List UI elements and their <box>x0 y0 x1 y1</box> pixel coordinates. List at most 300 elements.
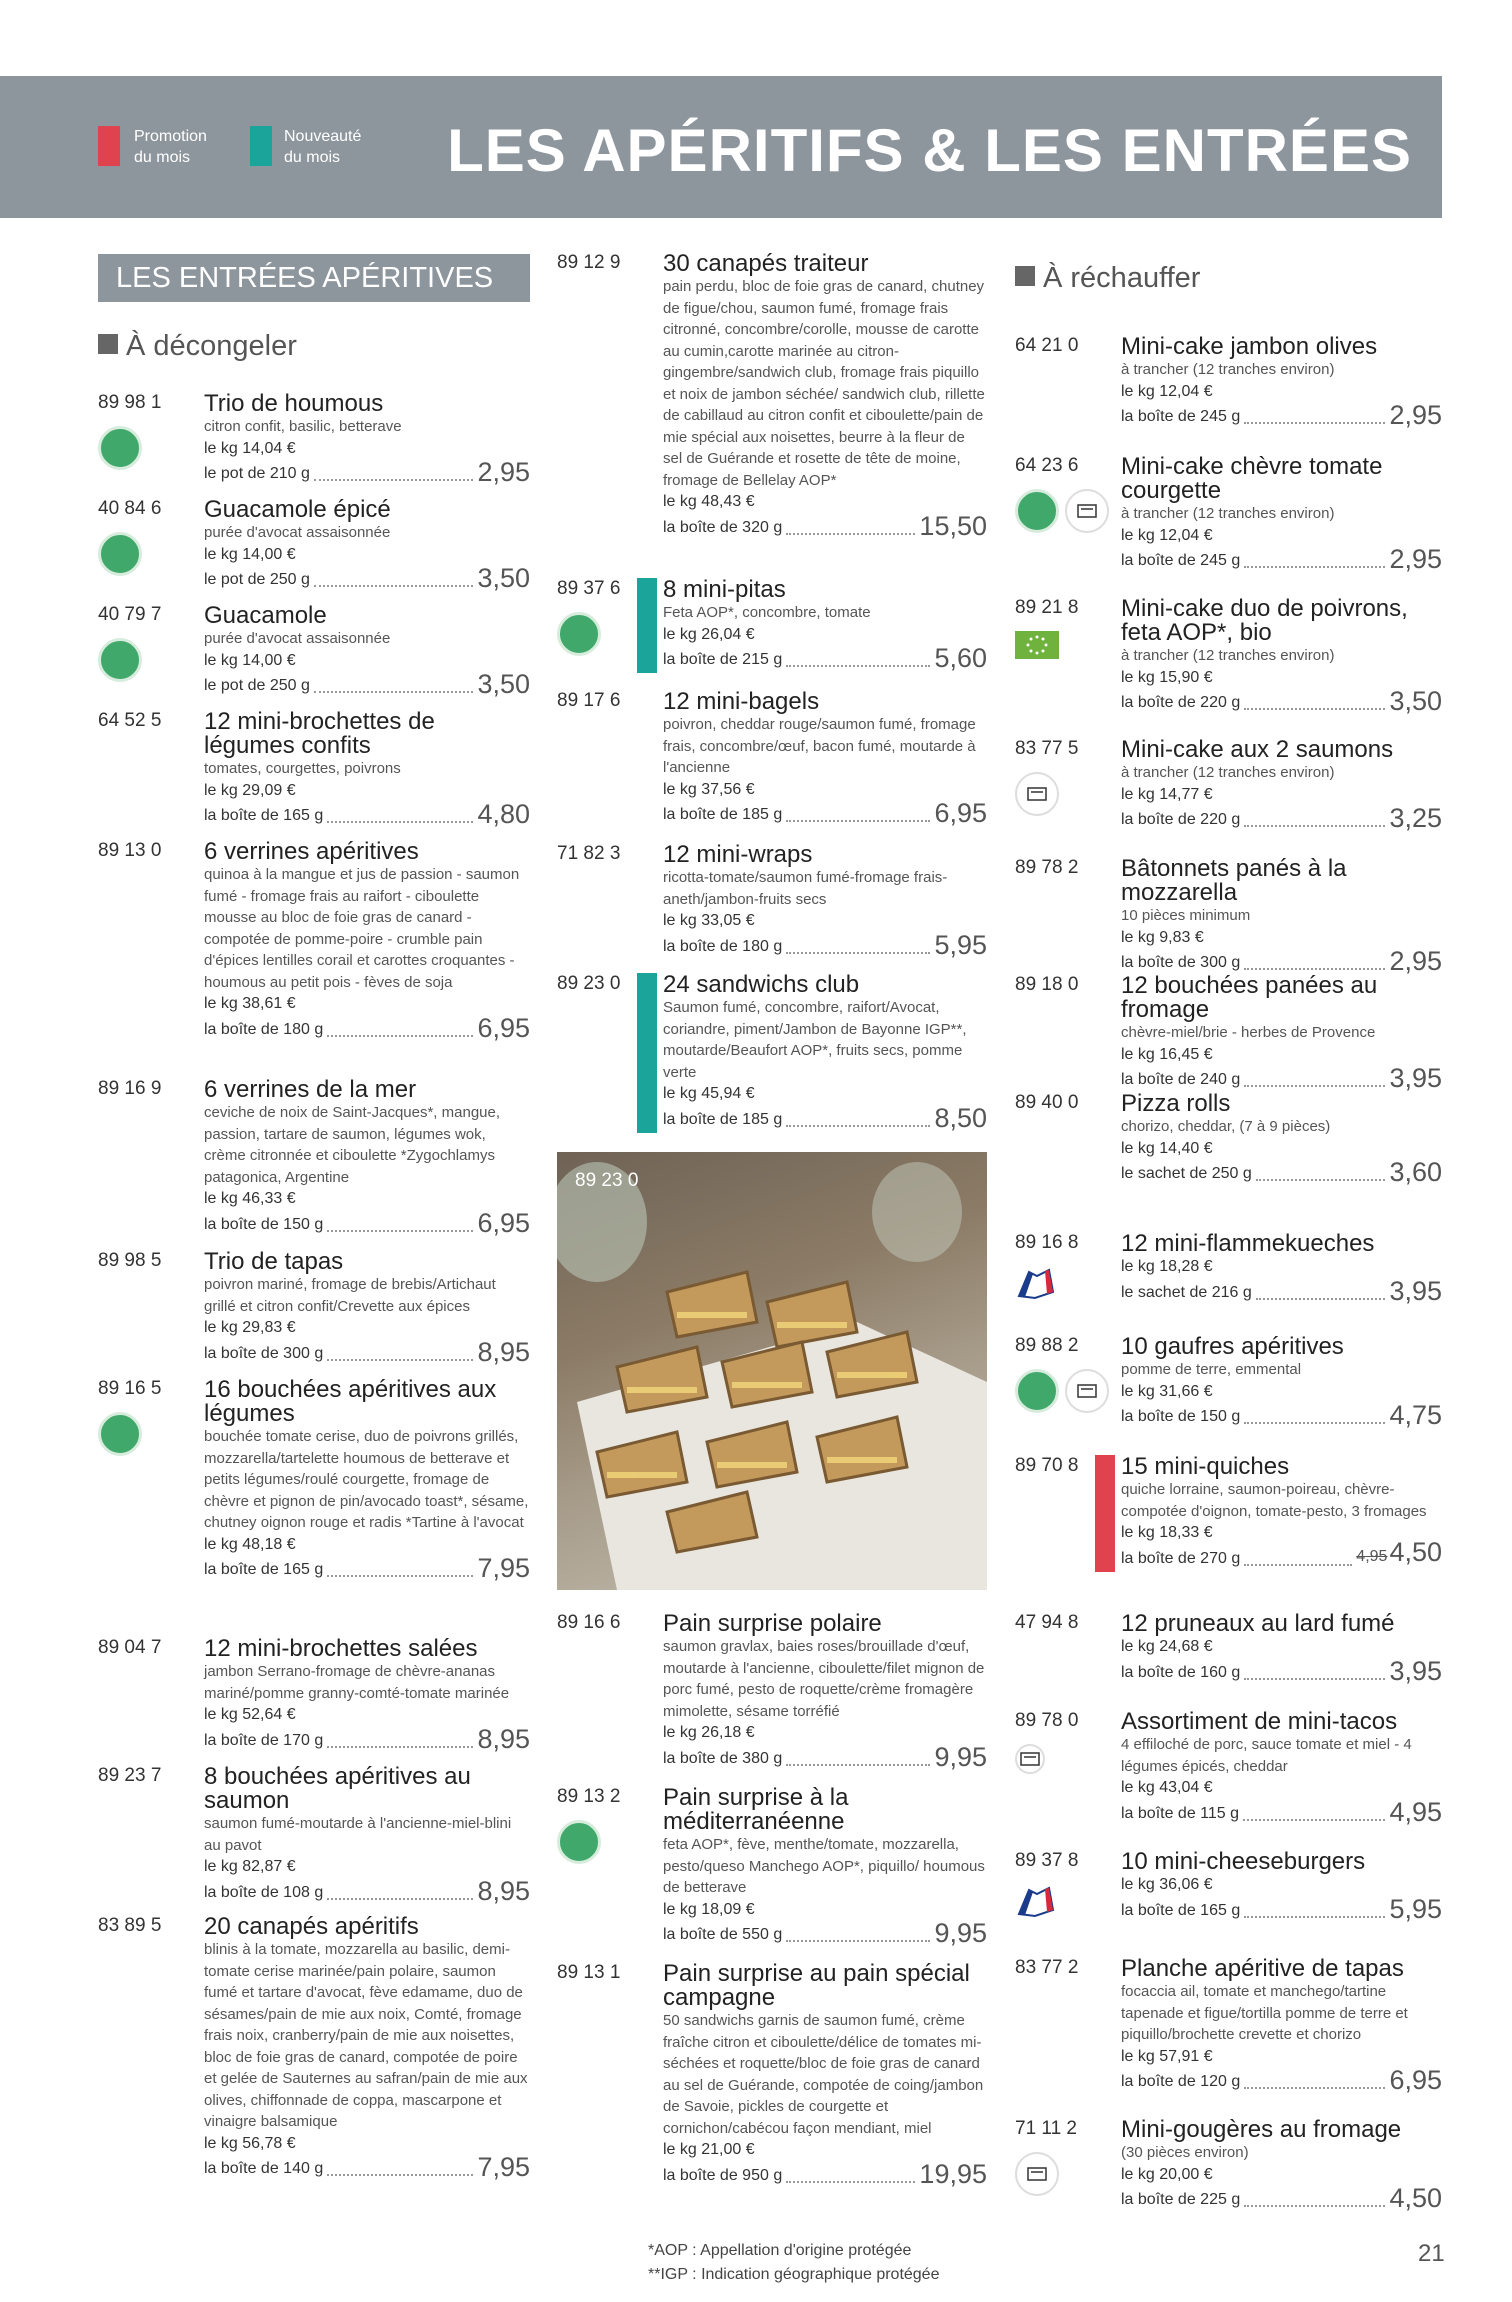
price-value: 3,60 <box>1389 1157 1442 1187</box>
product-price <box>934 1742 987 1772</box>
page-title: LES APÉRITIFS & LES ENTRÉES <box>447 117 1412 184</box>
product-description: 10 pièces minimum <box>1121 907 1251 924</box>
package-size: la boîte de 240 g <box>1121 1071 1241 1088</box>
price-value: 6,95 <box>477 1207 530 1238</box>
package-size: la boîte de 225 g <box>1121 2191 1241 2208</box>
product-name: Mini-cake chèvre tomate courgette <box>1121 453 1383 504</box>
product-description: Feta AOP*, concombre, tomate <box>663 604 871 621</box>
product-price <box>477 1553 530 1583</box>
price-line <box>663 929 987 960</box>
product-details <box>1121 1957 1442 2095</box>
price-line <box>663 2158 987 2189</box>
price-line <box>204 1723 530 1754</box>
product-name: 15 mini-quiches <box>1121 1453 1290 1480</box>
product-description: (30 pièces environ) <box>1121 2144 1249 2161</box>
package-size: la boîte de 170 g <box>204 1731 324 1749</box>
package-size: le pot de 250 g <box>204 677 310 694</box>
package-size: le sachet de 216 g <box>1121 1283 1252 1301</box>
product-name: Guacamole <box>204 602 327 629</box>
product-code: 89 21 8 <box>1015 597 1079 618</box>
product-description: à trancher (12 tranches environ) <box>1121 764 1335 781</box>
product-badges <box>98 1412 142 1456</box>
product-price <box>934 930 987 960</box>
price-value: 5,60 <box>934 643 987 673</box>
product-name: Mini-cake duo de poivrons, feta AOP*, bio <box>1121 595 1408 646</box>
package-size: la boîte de 270 g <box>1121 1549 1241 1567</box>
product-code: 64 21 0 <box>1015 335 1079 356</box>
price-line <box>1121 1157 1442 1187</box>
price-per-kg: le kg 14,77 € <box>1121 785 1213 803</box>
product-code: 89 70 8 <box>1015 1455 1079 1476</box>
square-icon <box>98 334 118 354</box>
price-per-kg: le kg 82,87 € <box>204 1858 296 1875</box>
package-size: la boîte de 115 g <box>1121 1804 1240 1822</box>
product-price <box>1389 1656 1442 1686</box>
price-per-kg: le kg 14,04 € <box>204 439 296 457</box>
price-value: 3,95 <box>1389 1655 1442 1686</box>
promotion-legend-swatch <box>98 126 120 166</box>
oven-badge-icon <box>1065 1369 1109 1413</box>
price-value: 6,95 <box>477 1012 530 1043</box>
price-value: 4,80 <box>477 799 530 829</box>
product-description: bouchée tomate cerise, duo de poivrons grillés, mozzarella/tartelette houmous de betterave et petits légumes/roulé courgette, fromage de chèvre et pignon de pin/avocado toast*, sésame, chutney oignon rouge et radis *Tartine à l'avocat <box>204 1428 529 1531</box>
oven-badge-icon <box>1015 1744 1045 1774</box>
price-per-kg: le kg 46,33 € <box>204 1190 296 1207</box>
package-size: la boîte de 245 g <box>1121 552 1241 569</box>
product-badges <box>98 532 142 576</box>
price-line <box>204 1875 530 1906</box>
product-badges <box>98 638 142 682</box>
product-price <box>477 1013 530 1043</box>
price-per-kg: le kg 24,68 € <box>1121 1638 1213 1655</box>
price-value: 3,25 <box>1389 803 1442 833</box>
price-per-kg: le kg 16,45 € <box>1121 1045 1213 1063</box>
dotted-leader <box>786 665 930 667</box>
product-name: 12 mini-wraps <box>663 841 813 868</box>
dotted-leader <box>314 479 473 481</box>
product-badges <box>1015 1369 1109 1413</box>
price-value: 3,50 <box>1389 686 1442 716</box>
product-code: 89 23 7 <box>98 1765 162 1786</box>
dotted-leader <box>786 1940 930 1942</box>
product-description: citron confit, basilic, betterave <box>204 418 402 435</box>
price-line <box>1121 686 1442 716</box>
product-code: 89 98 5 <box>98 1250 162 1271</box>
dotted-leader <box>786 533 915 535</box>
product-name: 12 pruneaux au lard fumé <box>1121 1610 1395 1637</box>
price-line <box>1121 2183 1442 2213</box>
price-per-kg: le kg 48,43 € <box>663 493 755 510</box>
product-description: pain perdu, bloc de foie gras de canard, chutney de figue/chou, saumon fumé, fromage frais citronné, concombre/corolle, mousse de carotte au cumin,carotte marinée au citron-gingembre/sandwich club, fromage frais piquillo et noix de jambon séchée/ sandwich club, rillette de cabillaud au citron confit et ciboulette/pain de mie spécial aux noisettes, beurre à la fleur de sel de Guérande et rosette de tête de moine, fromage de Bellelay AOP* <box>663 278 985 489</box>
dotted-leader <box>1244 968 1385 970</box>
nouveaute-legend-swatch <box>250 126 272 166</box>
dotted-leader <box>327 1230 473 1232</box>
dotted-leader <box>314 585 473 587</box>
subhead-decongeler <box>98 330 297 363</box>
price-value: 7,95 <box>477 2152 530 2182</box>
subhead-label: À décongeler <box>126 330 297 362</box>
package-size: la boîte de 160 g <box>1121 1663 1241 1681</box>
package-size: la boîte de 300 g <box>204 1344 324 1362</box>
package-size: la boîte de 220 g <box>1121 694 1241 711</box>
product-description: purée d'avocat assaisonnée <box>204 524 391 541</box>
product-price <box>1389 1894 1442 1924</box>
product-price <box>1389 946 1442 976</box>
product-description: quinoa à la mangue et jus de passion - saumon fumé - fromage frais au raifort - ciboulette mousse au bloc de foie gras de canard - compotée de pomme-poire - crumble pain d'épices lentilles corail et carottes croquantes - houmous au petit pois - fèves de soja <box>204 866 520 991</box>
dotted-leader <box>1244 422 1385 424</box>
package-size: la boîte de 185 g <box>663 806 783 823</box>
product-badges <box>1015 631 1059 659</box>
price-value: 9,95 <box>934 1918 987 1948</box>
product-name: 12 mini-bagels <box>663 688 820 715</box>
product-badges <box>557 1820 601 1864</box>
product-price <box>477 1337 530 1367</box>
product-description: poivron, cheddar rouge/saumon fumé, fromage frais, concombre/œuf, bacon fumé, moutarde à l'ancienne <box>663 716 976 776</box>
oven-icon <box>1077 1384 1097 1398</box>
price-per-kg: le kg 26,18 € <box>663 1724 755 1741</box>
product-price <box>477 563 530 593</box>
product-description: quiche lorraine, saumon-poireau, chèvre-compotée d'oignon, tomate-pesto, 3 fromages <box>1121 1481 1427 1520</box>
product-details <box>204 1765 530 1906</box>
product-price <box>1389 2183 1442 2213</box>
photo-product-code: 89 23 0 <box>575 1170 639 1191</box>
product-details <box>663 1962 987 2189</box>
product-details <box>204 1078 530 1238</box>
subhead-label: À réchauffer <box>1043 262 1201 294</box>
package-size: la boîte de 180 g <box>663 937 783 955</box>
eu-leaf-icon <box>1015 631 1059 659</box>
package-size: la boîte de 165 g <box>204 807 324 824</box>
sandwich-photo-illustration <box>557 1152 987 1590</box>
price-line <box>663 1102 987 1133</box>
product-code: 89 13 0 <box>98 840 162 861</box>
product-name: 8 mini-pitas <box>663 576 786 603</box>
organic-eu-leaf-icon <box>1015 631 1059 659</box>
product-description: pomme de terre, emmental <box>1121 1361 1302 1378</box>
oven-badge-icon <box>1065 489 1109 533</box>
product-details <box>1121 1850 1442 1924</box>
product-code: 71 82 3 <box>557 843 621 864</box>
vegetarian-badge-icon <box>557 612 601 656</box>
dotted-leader <box>327 1746 473 1748</box>
product-name: Assortiment de mini-tacos <box>1121 1708 1398 1735</box>
product-price <box>477 457 530 487</box>
package-size: la boîte de 950 g <box>663 2166 783 2184</box>
price-line <box>663 1918 987 1948</box>
product-price <box>1389 2065 1442 2095</box>
product-code: 89 18 0 <box>1015 974 1079 995</box>
price-value: 2,95 <box>1389 946 1442 976</box>
product-description: chorizo, cheddar, (7 à 9 pièces) <box>1121 1118 1331 1135</box>
price-line <box>1121 1275 1442 1306</box>
product-name: Pain surprise au pain spécial campagne <box>663 1960 970 2011</box>
price-per-kg: le kg 18,28 € <box>1121 1258 1213 1275</box>
product-description: saumon gravlax, baies roses/brouillade d'œuf, moutarde à l'ancienne, ciboulette/filet mignon de porc fumé, pesto de roquette/crème fromagère mimolette, sésame torréfié <box>663 1638 985 1720</box>
package-size: la boîte de 150 g <box>204 1215 324 1233</box>
dotted-leader <box>786 1125 930 1127</box>
price-per-kg: le kg 12,04 € <box>1121 382 1213 400</box>
product-name: Mini-cake aux 2 saumons <box>1121 736 1394 763</box>
product-code: 83 77 2 <box>1015 1957 1079 1978</box>
oven-icon <box>1027 787 1047 801</box>
price-line <box>204 563 530 593</box>
product-description: chèvre-miel/brie - herbes de Provence <box>1121 1024 1376 1041</box>
vegetarian-badge-icon <box>98 532 142 576</box>
package-size: le pot de 210 g <box>204 465 310 482</box>
product-details <box>204 1637 530 1754</box>
price-line <box>663 643 987 673</box>
vegetarian-badge-icon <box>557 1820 601 1864</box>
price-line <box>663 510 987 541</box>
price-per-kg: le kg 52,64 € <box>204 1706 296 1723</box>
price-value: 15,50 <box>919 510 987 541</box>
price-per-kg: le kg 29,83 € <box>204 1319 296 1336</box>
product-name: 12 mini-flammekueches <box>1121 1230 1375 1257</box>
price-per-kg: le kg 12,04 € <box>1121 526 1213 544</box>
page-number: 21 <box>1418 2240 1445 2267</box>
subhead-rechauffer <box>1015 262 1200 295</box>
package-size: la boîte de 300 g <box>1121 954 1241 971</box>
dotted-leader <box>786 2181 915 2183</box>
dotted-leader <box>1243 1819 1385 1821</box>
product-details <box>1121 1335 1442 1430</box>
product-badges <box>557 612 601 656</box>
package-size: la boîte de 165 g <box>1121 1901 1241 1919</box>
product-name: Pizza rolls <box>1121 1090 1231 1117</box>
product-code: 89 12 9 <box>557 252 621 273</box>
product-description: focaccia ail, tomate et manchego/tartine tapenade et figue/tortilla pomme de terre et piquillo/brochette crevette et chorizo <box>1121 1983 1408 2043</box>
product-badges <box>1015 1884 1057 1920</box>
product-name: Mini-cake jambon olives <box>1121 333 1378 360</box>
dotted-leader <box>327 821 473 823</box>
product-description: à trancher (12 tranches environ) <box>1121 647 1335 664</box>
product-price <box>477 669 530 699</box>
product-details <box>663 252 987 541</box>
product-description: à trancher (12 tranches environ) <box>1121 505 1335 522</box>
france-flag-icon <box>1015 1884 1057 1920</box>
product-code: 71 11 2 <box>1015 2118 1077 2139</box>
product-code: 83 89 5 <box>98 1915 162 1936</box>
vegetarian-badge-icon <box>1015 1369 1059 1413</box>
oven-badge-icon <box>1015 2152 1059 2196</box>
product-price <box>1389 1157 1442 1187</box>
price-per-kg: le kg 33,05 € <box>663 912 755 929</box>
product-code: 89 78 2 <box>1015 857 1079 878</box>
package-size: la boîte de 220 g <box>1121 811 1241 828</box>
product-badges <box>1015 772 1059 816</box>
price-per-kg: le kg 38,61 € <box>204 995 296 1012</box>
price-value: 8,50 <box>934 1102 987 1133</box>
product-details <box>204 604 530 699</box>
footnote-igp: **IGP : Indication géographique protégée <box>648 2266 940 2283</box>
oven-icon <box>1027 2167 1047 2181</box>
price-value: 4,50 <box>1389 1536 1442 1567</box>
product-code: 89 16 5 <box>98 1378 162 1399</box>
price-per-kg: le kg 14,40 € <box>1121 1139 1213 1157</box>
product-details <box>1121 455 1442 574</box>
product-code: 40 79 7 <box>98 604 162 625</box>
package-size: la boîte de 380 g <box>663 1749 783 1767</box>
dotted-leader <box>1256 1179 1385 1181</box>
price-per-kg: le kg 20,00 € <box>1121 2165 1213 2183</box>
oven-icon <box>1020 1752 1040 1766</box>
product-name: Pain surprise à la méditerranéenne <box>663 1784 849 1835</box>
dotted-leader <box>314 691 473 693</box>
product-details <box>1121 597 1442 716</box>
old-price: 4,95 <box>1356 1547 1388 1565</box>
dotted-leader <box>1244 825 1385 827</box>
product-details <box>204 392 530 487</box>
product-price <box>1389 400 1442 430</box>
price-per-kg: le kg 37,56 € <box>663 780 755 798</box>
product-price <box>934 643 987 673</box>
product-price <box>1389 686 1442 716</box>
product-name: 6 verrines de la mer <box>204 1076 417 1103</box>
price-per-kg: le kg 56,78 € <box>204 2134 296 2152</box>
product-details <box>663 973 987 1133</box>
price-line <box>1121 2065 1442 2095</box>
dotted-leader <box>1244 1564 1352 1566</box>
product-code: 89 78 0 <box>1015 1710 1079 1731</box>
product-description: ceviche de noix de Saint-Jacques*, mangue, passion, tartare de saumon, légumes wok, crème citronnée et ciboulette *Zygochlamys patagonica, Argentine <box>204 1104 501 1186</box>
product-description: purée d'avocat assaisonnée <box>204 630 391 647</box>
dotted-leader <box>786 952 930 954</box>
product-code: 83 77 5 <box>1015 738 1079 759</box>
price-line <box>1121 1893 1442 1924</box>
product-details <box>1121 1232 1442 1306</box>
price-line <box>204 2152 530 2182</box>
price-line <box>663 1741 987 1772</box>
price-value: 8,95 <box>477 1875 530 1906</box>
product-price <box>1389 1797 1442 1827</box>
package-size: la boîte de 108 g <box>204 1883 324 1901</box>
product-price <box>934 798 987 828</box>
product-photo <box>557 1152 987 1590</box>
product-code: 89 23 0 <box>557 973 621 994</box>
package-size: la boîte de 185 g <box>663 1110 783 1128</box>
price-line <box>1121 1400 1442 1430</box>
price-per-kg: le kg 26,04 € <box>663 625 755 643</box>
price-value: 6,95 <box>1389 2065 1442 2095</box>
product-details <box>204 710 530 829</box>
product-price <box>1389 1276 1442 1306</box>
price-per-kg: le kg 48,18 € <box>204 1535 296 1553</box>
dotted-leader <box>1244 1916 1385 1918</box>
product-details <box>1121 974 1442 1093</box>
package-size: la boîte de 180 g <box>204 1020 324 1038</box>
package-size: la boîte de 320 g <box>663 518 783 536</box>
product-details <box>204 1250 530 1367</box>
dotted-leader <box>786 820 930 822</box>
square-icon <box>1015 266 1035 286</box>
product-name: 10 mini-cheeseburgers <box>1121 1848 1366 1875</box>
price-per-kg: le kg 14,00 € <box>204 651 296 669</box>
package-size: la boîte de 215 g <box>663 651 783 668</box>
product-code: 64 23 6 <box>1015 455 1079 476</box>
new-product-marker <box>637 578 657 673</box>
product-description: blinis à la tomate, mozzarella au basilic, demi-tomate cerise marinée/pain polaire, saumon fumé et tartare d'avocat, fève edamame, duo de sésames/pain de mie aux noix, Comté, fromage frais noix, cranberry/pain de mie aux noisettes, bloc de foie gras de canard, compotée de poire et gelée de Sauternes au safran/pain de mie aux olives, chiffonnade de coppa, mascarpone et vinaigre balsamique <box>204 1941 528 2130</box>
product-name: 16 bouchées apéritives aux légumes <box>204 1376 497 1427</box>
price-per-kg: le kg 29,09 € <box>204 781 296 799</box>
package-size: la boîte de 550 g <box>663 1926 783 1943</box>
price-value: 2,95 <box>1389 544 1442 574</box>
france-flag-icon <box>1015 1266 1057 1302</box>
package-size: la boîte de 245 g <box>1121 408 1241 425</box>
product-details <box>1121 1455 1442 1572</box>
product-badges <box>1015 2152 1059 2196</box>
product-code: 89 16 8 <box>1015 1232 1079 1253</box>
product-price <box>1389 544 1442 574</box>
price-value: 4,75 <box>1389 1400 1442 1430</box>
price-line <box>204 1336 530 1367</box>
product-name: Bâtonnets panés à la mozzarella <box>1121 855 1347 906</box>
product-name: 20 canapés apéritifs <box>204 1913 419 1940</box>
price-per-kg: le kg 36,06 € <box>1121 1876 1213 1893</box>
product-description: 4 effiloché de porc, sauce tomate et miel - 4 légumes épicés, cheddar <box>1121 1736 1412 1775</box>
price-value: 9,95 <box>934 1741 987 1772</box>
product-code: 89 13 2 <box>557 1786 621 1807</box>
product-name: Mini-gougères au fromage <box>1121 2116 1402 2143</box>
package-size: le sachet de 250 g <box>1121 1165 1252 1182</box>
product-name: Pain surprise polaire <box>663 1610 882 1637</box>
product-name: 24 sandwichs club <box>663 971 860 998</box>
dotted-leader <box>1244 1678 1385 1680</box>
product-badges <box>1015 489 1109 533</box>
product-price <box>477 799 530 829</box>
product-code: 47 94 8 <box>1015 1612 1079 1633</box>
price-value: 5,95 <box>1389 1893 1442 1924</box>
product-description: saumon fumé-moutarde à l'ancienne-miel-blini au pavot <box>204 1815 512 1854</box>
product-description: ricotta-tomate/saumon fumé-fromage frais-aneth/jambon-fruits secs <box>663 869 948 908</box>
footnote-aop: *AOP : Appellation d'origine protégée <box>648 2242 912 2259</box>
product-details <box>204 1915 530 2182</box>
dotted-leader <box>327 1035 473 1037</box>
price-line <box>1121 1536 1442 1572</box>
product-code: 89 88 2 <box>1015 1335 1079 1356</box>
product-price <box>477 1208 530 1238</box>
product-code: 89 16 9 <box>98 1078 162 1099</box>
price-value: 7,95 <box>477 1553 530 1583</box>
promotion-marker <box>1095 1455 1115 1572</box>
vegetarian-badge-icon <box>1015 489 1059 533</box>
product-code: 40 84 6 <box>98 498 162 519</box>
flag-shape-icon <box>1015 1884 1057 1920</box>
price-per-kg: le kg 31,66 € <box>1121 1382 1213 1400</box>
product-code: 89 37 8 <box>1015 1850 1079 1871</box>
product-name: 12 mini-brochettes de légumes confits <box>204 708 435 759</box>
product-details <box>204 840 530 1043</box>
product-name: 12 mini-brochettes salées <box>204 1635 478 1662</box>
section-title: LES ENTRÉES APÉRITIVES <box>98 254 530 302</box>
dotted-leader <box>1244 566 1385 568</box>
product-price <box>477 2152 530 2182</box>
price-line <box>1121 1796 1442 1827</box>
product-code: 89 16 6 <box>557 1612 621 1633</box>
price-per-kg: le kg 9,83 € <box>1121 928 1204 946</box>
product-price <box>919 2159 987 2189</box>
price-per-kg: le kg 18,33 € <box>1121 1524 1213 1541</box>
price-value: 6,95 <box>934 798 987 828</box>
product-details <box>1121 1710 1442 1827</box>
product-details <box>1121 2118 1442 2213</box>
price-value: 2,95 <box>477 457 530 487</box>
product-price <box>477 1724 530 1754</box>
product-price <box>919 511 987 541</box>
product-details <box>1121 1612 1442 1686</box>
price-line <box>204 1207 530 1238</box>
dotted-leader <box>327 1898 473 1900</box>
new-product-marker <box>637 973 657 1133</box>
